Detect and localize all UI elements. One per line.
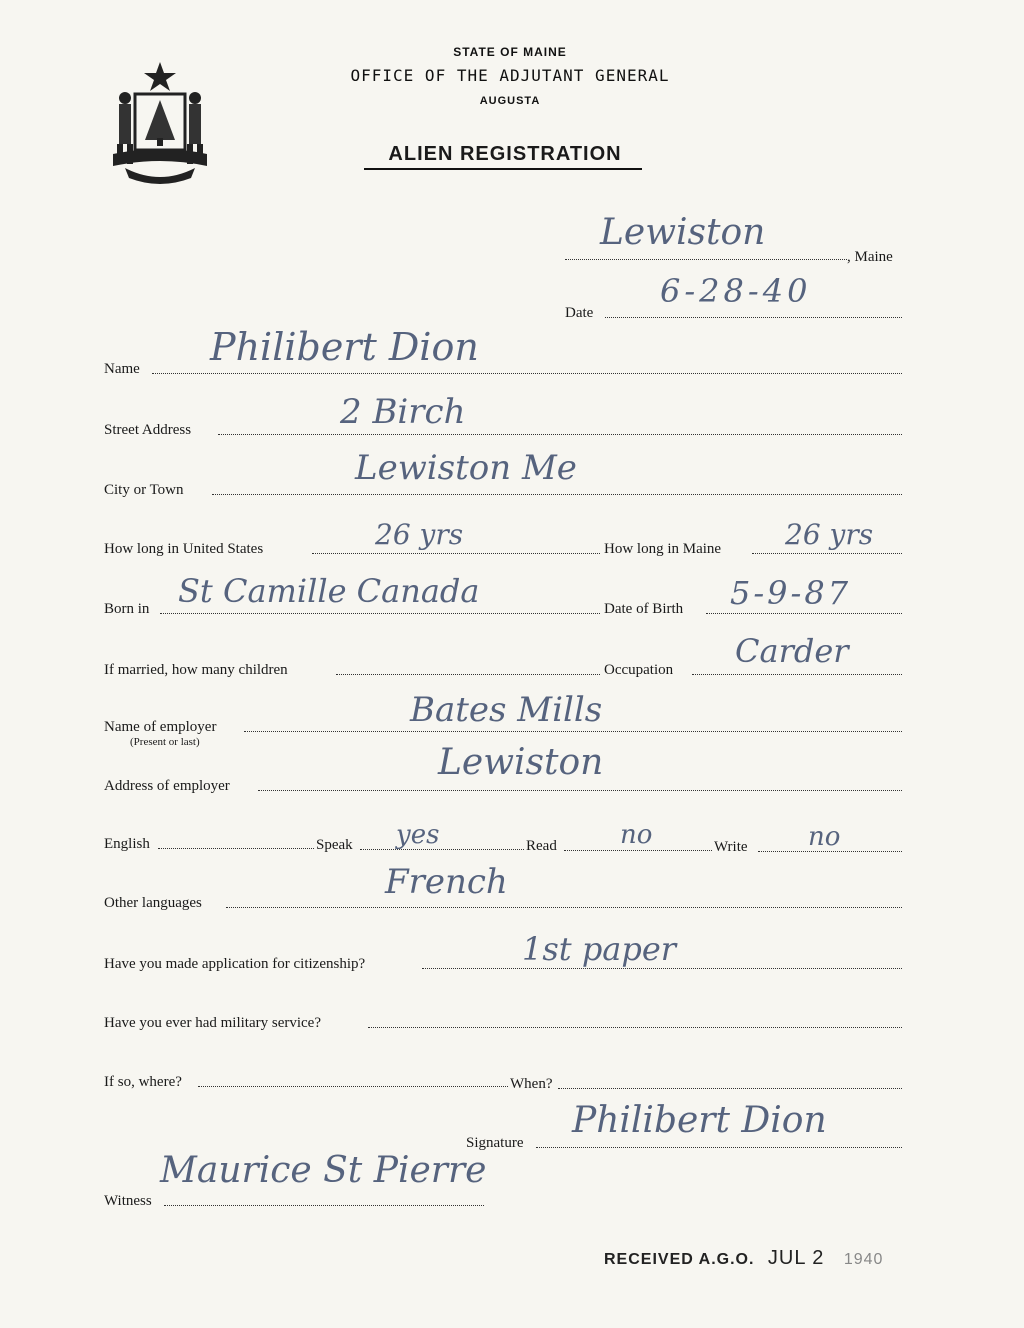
dob-line [706,613,902,614]
married-label: If married, how many children [104,662,288,678]
stamp-date: JUL 2 [767,1247,825,1269]
form-title: ALIEN REGISTRATION [388,143,622,165]
city-label: City or Town [104,482,184,498]
born-label: Born in [104,601,150,617]
married-line [336,674,600,675]
other-lang-line [226,907,902,908]
other-lang-value: French [385,862,508,902]
city-value: Lewiston Me [355,448,577,488]
speak-label: Speak [316,837,353,853]
name-value: Philibert Dion [210,325,479,369]
date-value: 6-28-40 [660,272,812,310]
stamp-text: RECEIVED A.G.O. [604,1251,755,1268]
born-line [160,613,600,614]
english-line [158,848,314,849]
us-long-label: How long in United States [104,541,264,557]
state-seal-icon [105,58,215,188]
where-label: If so, where? [104,1074,182,1090]
date-line [605,317,902,318]
stamp-year: 1940 [843,1251,884,1268]
employer-value: Bates Mills [410,690,603,730]
maine-long-line [752,553,902,554]
us-long-value: 26 yrs [375,518,464,551]
read-label: Read [526,838,557,854]
military-label: Have you ever had military service? [104,1015,321,1031]
other-lang-label: Other languages [104,895,202,911]
citizenship-value: 1st paper [522,930,677,968]
write-label: Write [714,839,748,855]
where-line [198,1086,508,1087]
street-value: 2 Birch [340,392,466,432]
occupation-value: Carder [735,632,849,670]
occupation-line [692,674,902,675]
dob-value: 5-9-87 [730,574,852,612]
employer-line [244,731,902,732]
town-value: Lewiston [600,212,766,253]
speak-value: yes [396,820,440,850]
witness-value: Maurice St Pierre [160,1150,487,1191]
signature-label: Signature [466,1135,524,1151]
us-long-line [312,553,600,554]
employer-addr-label: Address of employer [104,778,230,794]
speak-line [360,849,524,850]
witness-label: Witness [104,1193,152,1209]
street-line [218,434,902,435]
town-line [565,259,847,260]
city-heading: AUGUSTA [479,95,541,107]
street-label: Street Address [104,422,192,438]
title-underline [364,168,642,170]
witness-line [164,1205,484,1206]
read-line [564,850,712,851]
name-line [152,373,902,374]
employer-sub-label: (Present or last) [130,736,200,748]
name-label: Name [104,361,140,377]
citizenship-line [422,968,902,969]
maine-label: , Maine [847,249,893,265]
dob-label: Date of Birth [604,601,684,617]
signature-line [536,1147,902,1148]
date-label: Date [565,305,594,321]
military-line [368,1027,902,1028]
read-value: no [620,820,653,850]
when-line [558,1088,902,1089]
maine-long-label: How long in Maine [604,541,722,557]
employer-addr-value: Lewiston [438,742,604,783]
city-line [212,494,902,495]
english-label: English [104,836,150,852]
born-value: St Camille Canada [178,572,480,610]
employer-addr-line [258,790,902,791]
citizenship-label: Have you made application for citizenship? [104,956,366,972]
office-heading: OFFICE OF THE ADJUTANT GENERAL [350,66,670,85]
received-stamp [604,1247,883,1270]
maine-long-value: 26 yrs [785,518,874,551]
employer-label: Name of employer [104,719,217,735]
occupation-label: Occupation [604,662,674,678]
signature-value: Philibert Dion [572,1100,827,1141]
state-heading: STATE OF MAINE [453,45,567,59]
when-label: When? [510,1076,553,1092]
write-value: no [808,822,841,852]
